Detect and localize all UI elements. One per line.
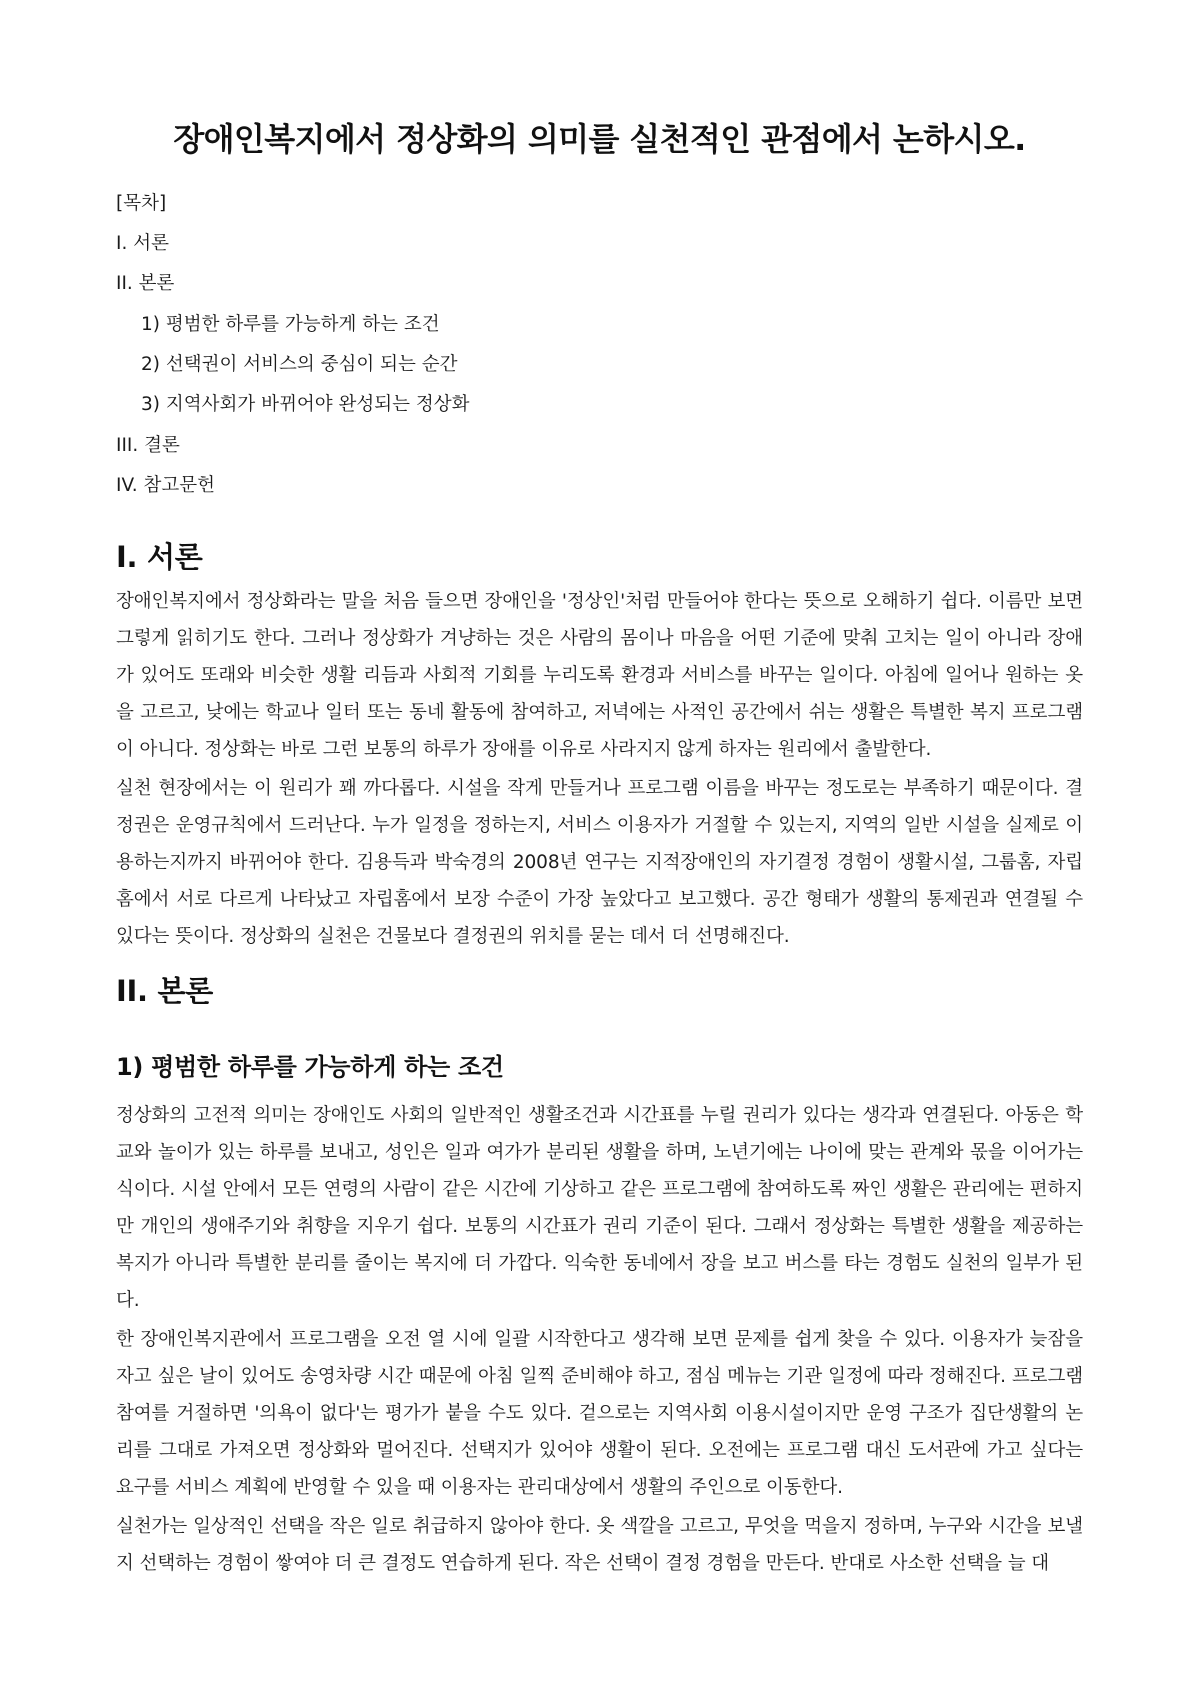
- introduction-section: [116, 537, 1083, 956]
- subsection-1-paragraph: 정상화의 고전적 의미는 장애인도 사회의 일반적인 생활조건과 시간표를 누릴 권리가 있다는 생각과 연결된다. 아동은 학교와 놀이가 있는 하루를 보내고, 성인은 일과 여가가 분리된 생활을 하며, 노년기에는 나이에 맞는 관계와 몫을 이어가는 식이다. 시설 안에서 모든 연령의 사람이 같은 시간에 기상하고 같은 프로그램에 참여하도록 짜인 생활은 관리에는 편하지만 개인의 생애주기와 취향을 지우기 쉽다. 보통의 시간표가 권리 기준이 된다. 그래서 정상화는 특별한 생활을 제공하는 복지가 아니라 특별한 분리를 줄이는 복지에 더 가깝다. 익숙한 동네에서 장을 보고 버스를 타는 경험도 실천의 일부가 된다.: [116, 1105, 1083, 1312]
- main-body-section: [116, 971, 1083, 1583]
- subsection-1-heading: 1) 평범한 하루를 가능하게 하는 조건: [116, 1052, 504, 1081]
- toc-item-subsection-2: 2) 선택권이 서비스의 중심이 되는 순간: [141, 354, 458, 376]
- toc-item-references: IV. 참고문헌: [116, 474, 215, 496]
- introduction-paragraph: 장애인복지에서 정상화라는 말을 처음 들으면 장애인을 '정상인'처럼 만들어야 한다는 뜻으로 오해하기 쉽다. 이름만 보면 그렇게 읽히기도 한다. 그러나 정상화가 겨냥하는 것은 사람의 몸이나 마음을 어떤 기준에 맞춰 고치는 일이 아니라 장애가 있어도 또래와 비슷한 생활 리듬과 사회적 기회를 누리도록 환경과 서비스를 바꾸는 일이다. 아침에 일어나 원하는 옷을 고르고, 낮에는 학교나 일터 또는 동네 활동에 참여하고, 저녁에는 사적인 공간에서 쉬는 생활은 특별한 복지 프로그램이 아니다. 정상화는 바로 그런 보통의 하루가 장애를 이유로 사라지지 않게 하자는 원리에서 출발한다.: [116, 591, 1083, 761]
- table-of-contents: [116, 184, 1083, 506]
- document-title: 장애인복지에서 정상화의 의미를 실천적인 관점에서 논하시오.: [173, 120, 1026, 158]
- introduction-paragraph: 실천 현장에서는 이 원리가 꽤 까다롭다. 시설을 작게 만들거나 프로그램 이름을 바꾸는 정도로는 부족하기 때문이다. 결정권은 운영규칙에서 드러난다. 누가 일정을 정하는지, 서비스 이용자가 거절할 수 있는지, 지역의 일반 시설을 실제로 이용하는지까지 바뀌어야 한다. 김용득과 박숙경의 2008년 연구는 지적장애인의 자기결정 경험이 생활시설, 그룹홈, 자립홈에서 서로 다르게 나타났고 자립홈에서 보장 수준이 가장 높았다고 보고했다. 공간 형태가 생활의 통제권과 연결될 수 있다는 뜻이다. 정상화의 실천은 건물보다 결정권의 위치를 묻는 데서 더 선명해진다.: [116, 778, 1083, 948]
- main-body-heading: II. 본론: [116, 973, 213, 1008]
- toc-item-main-body: II. 본론: [116, 273, 175, 295]
- subsection-1-paragraph: 실천가는 일상적인 선택을 작은 일로 취급하지 않아야 한다. 옷 색깔을 고르고, 무엇을 먹을지 정하며, 누구와 시간을 보낼지 선택하는 경험이 쌓여야 더 큰 결정도 연습하게 된다. 작은 선택이 결정 경험을 만든다. 반대로 사소한 선택을 늘 대: [116, 1516, 1083, 1575]
- subsection-1-body: [116, 1097, 1083, 1582]
- introduction-heading: I. 서론: [116, 539, 203, 574]
- introduction-body: [116, 583, 1083, 955]
- toc-item-subsection-3: 3) 지역사회가 바뀌어야 완성되는 정상화: [141, 394, 470, 416]
- toc-item-introduction: I. 서론: [116, 233, 169, 255]
- toc-heading: [목차]: [116, 192, 167, 214]
- toc-item-subsection-1: 1) 평범한 하루를 가능하게 하는 조건: [141, 313, 440, 335]
- toc-item-conclusion: III. 결론: [116, 434, 180, 456]
- subsection-1-paragraph: 한 장애인복지관에서 프로그램을 오전 열 시에 일괄 시작한다고 생각해 보면 문제를 쉽게 찾을 수 있다. 이용자가 늦잠을 자고 싶은 날이 있어도 송영차량 시간 때문에 아침 일찍 준비해야 하고, 점심 메뉴는 기관 일정에 따라 정해진다. 프로그램 참여를 거절하면 '의욕이 없다'는 평가가 붙을 수도 있다. 겉으로는 지역사회 이용시설이지만 운영 구조가 집단생활의 논리를 그대로 가져오면 정상화와 멀어진다. 선택지가 있어야 생활이 된다. 오전에는 프로그램 대신 도서관에 가고 싶다는 요구를 서비스 계획에 반영할 수 있을 때 이용자는 관리대상에서 생활의 주인으로 이동한다.: [116, 1329, 1083, 1499]
